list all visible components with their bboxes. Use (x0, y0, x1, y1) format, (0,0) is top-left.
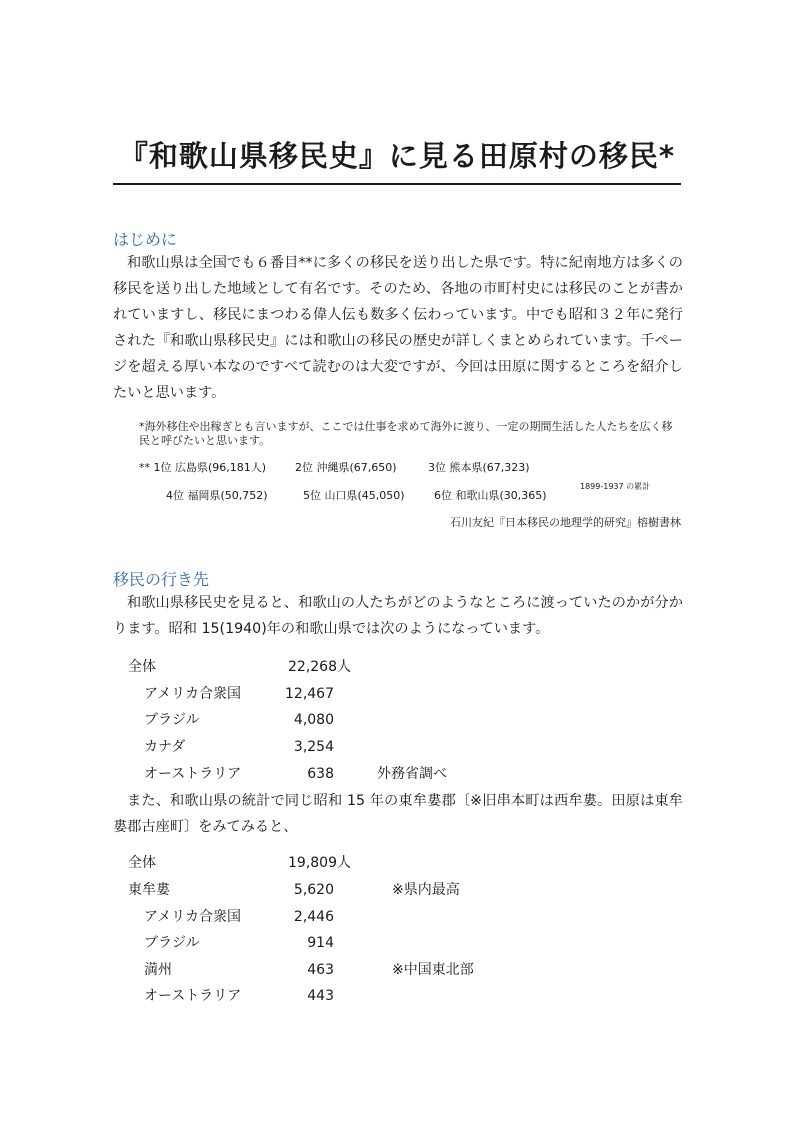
row-label: オーストラリア (144, 766, 242, 782)
destinations-paragraph: 和歌山県移民史を見ると、和歌山の人たちがどのようなところに渡っていたのかが分かります。昭和 15(1940)年の和歌山県では次のようになっています。 (113, 595, 683, 637)
table-row (0, 959, 794, 981)
table-row (0, 763, 794, 785)
row-label: アメリカ合衆国 (144, 909, 242, 925)
row-value: 4,080 (293, 712, 334, 728)
row-value: 12,467 (285, 686, 334, 702)
row-value: 914 (307, 935, 334, 951)
row-label: カナダ (144, 739, 186, 755)
rank-entry: 5位 山口県(45,050) (303, 489, 405, 502)
row-value: 638 (307, 766, 334, 782)
row-note: ※県内最高 (392, 882, 460, 898)
page-title: 『和歌山県移民史』に見る田原村の移民* (113, 134, 681, 185)
row-note: 外務省調べ (377, 766, 447, 782)
row-label: 東牟婁 (128, 882, 170, 898)
row-value: 3,254 (293, 739, 334, 755)
table-row (0, 736, 794, 758)
rank-entry: 4位 福岡県(50,752) (166, 489, 268, 502)
intro-paragraph: 和歌山県は全国でも６番目**に多くの移民を送り出した県です。特に紀南地方は多くの移民を送り出した地域として有名です。そのため、各地の市町村史には移民のことが書かれていますし、移民にまつわる偉人伝も数多く伝わっています。中でも昭和３２年に発行された『和歌山県移民史』には和歌山の移民の歴史が詳しくまとめられています。千ページを超える厚い本なのですべて読むのは大変ですが、今回は田原に関するところを紹介したいと思います。 (113, 255, 683, 401)
row-note: ※中国東北部 (392, 962, 474, 978)
table-row (0, 852, 794, 874)
rank-entry: 6位 和歌山県(30,365) (434, 489, 547, 502)
footnote-migrant-definition: *海外移住や出稼ぎとも言いますが、ここでは仕事を求めて海外に渡り、一定の期間生活した人たちを広く移民と呼びたいと思います。 (139, 420, 673, 447)
rank-entry: 3位 熊本県(67,323) (428, 461, 530, 474)
rank-entry: ** 1位 広島県(96,181人) (139, 461, 267, 474)
row-value: 5,620 (293, 882, 334, 898)
section-heading-destinations: 移民の行き先 (113, 570, 210, 589)
row-value: 443 (307, 988, 334, 1004)
row-value: 2,446 (293, 909, 334, 925)
row-value: 19,809人 (288, 855, 351, 871)
table-row (0, 683, 794, 705)
table-row (0, 879, 794, 901)
section-heading-intro: はじめに (113, 230, 178, 249)
table-row (0, 906, 794, 928)
table-row (0, 709, 794, 731)
rank-entry: 2位 沖縄県(67,650) (295, 461, 397, 474)
row-value: 463 (307, 962, 334, 978)
table-row (0, 656, 794, 678)
row-label: アメリカ合衆国 (144, 686, 242, 702)
higashimuro-paragraph: また、和歌山県の統計で同じ昭和 15 年の東牟婁郡〔※旧串本町は西牟婁。田原は東牟婁郡古座町〕をみてみると、 (113, 793, 683, 835)
row-label: ブラジル (144, 935, 200, 951)
rank-period-note: 1899-1937 の累計 (580, 482, 651, 491)
row-label: ブラジル (144, 712, 200, 728)
row-label: 満州 (144, 962, 172, 978)
source-citation: 石川友紀『日本移民の地理学的研究』榕樹書林 (450, 516, 681, 529)
table-row (0, 985, 794, 1007)
row-value: 22,268人 (288, 659, 351, 675)
row-label: 全体 (128, 855, 156, 871)
row-label: 全体 (128, 659, 156, 675)
table-row (0, 932, 794, 954)
row-label: オーストラリア (144, 988, 242, 1004)
